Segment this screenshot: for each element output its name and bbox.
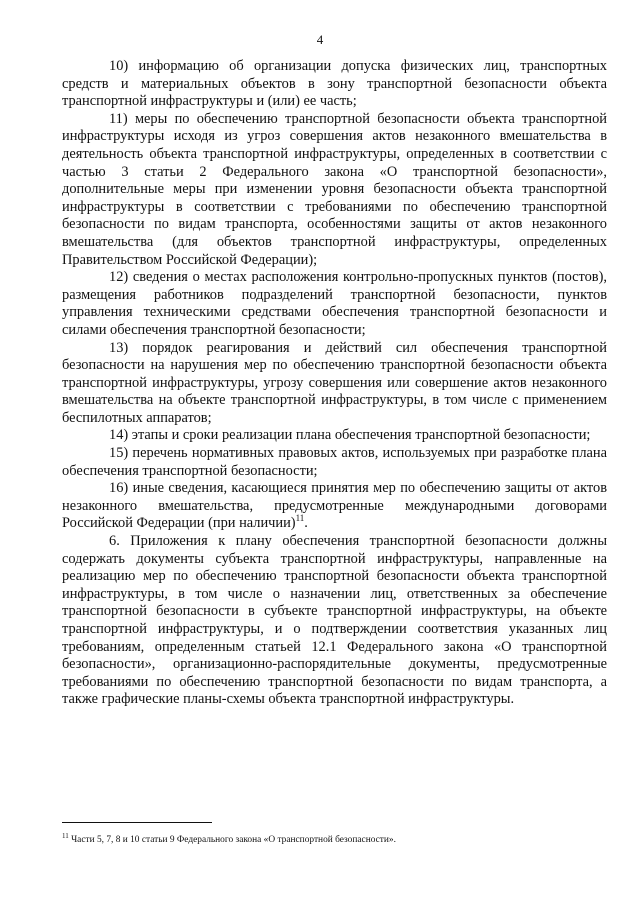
paragraph-item-10: 10) информацию об организации допуска физических лиц, транспортных средств и материальных объектов в зону транспортной безопасности объекта транспортной инфраструктуры и (или) ее часть;	[62, 58, 607, 110]
paragraph-item-12: 12) сведения о местах расположения контрольно-пропускных пунктов (постов), размещения работников подразделений транспортной безопасности, пунктов управления техническими средствами обеспечения транспортной безопасности и силами обеспечения транспортной безопасности;	[62, 269, 607, 338]
body-text	[62, 58, 607, 709]
paragraph-item-14: 14) этапы и сроки реализации плана обеспечения транспортной безопасности;	[109, 427, 591, 444]
footnote-marker: 11	[62, 832, 69, 840]
paragraph-section-6: 6. Приложения к плану обеспечения транспортной безопасности должны содержать документы субъекта транспортной инфраструктуры, направленные на реализацию мер по обеспечению транспортной безопасности объекта транспортной инфраструктуры, в том числе о назначении лиц, ответственных за обеспечение транспортной безопасности в субъекте транспортной инфраструктуры, на объекте транспортной инфраструктуры, и о подтверждении соответствия указанных лиц требованиям, определенным статьей 12.1 Федерального закона «О транспортной безопасности», организационно-распорядительные документы, предусмотренные требованиями по обеспечению транспортной безопасности по видам транспорта, а также графические планы-схемы объекта транспортной инфраструктуры.	[62, 533, 607, 708]
footnote-divider	[62, 822, 212, 823]
paragraph-item-11: 11) меры по обеспечению транспортной безопасности объекта транспортной инфраструктуры исходя из угроз совершения актов незаконного вмешательства в деятельность объекта транспортной инфраструктуры, определенных в соответствии с частью 3 статьи 2 Федерального закона «О транспортной безопасности», дополнительные меры при изменении уровня безопасности объекта транспортной инфраструктуры в соответствии с требованиями по обеспечению транспортной безопасности по видам транспорта, особенностями защиты от актов незаконного вмешательства (для объектов транспортной инфраструктуры, определенных Правительством Российской Федерации);	[62, 110, 607, 268]
paragraph-item-13: 13) порядок реагирования и действий сил обеспечения транспортной безопасности на нарушения мер по обеспечению транспортной безопасности объекта транспортной инфраструктуры, угрозу совершения или совершение актов незаконного вмешательства на объекте транспортной инфраструктуры, в том числе с применением беспилотных аппаратов;	[62, 339, 607, 426]
page-number: 4	[316, 32, 324, 47]
footnote-text: Части 5, 7, 8 и 10 статьи 9 Федерального закона «О транспортной безопасности».	[68, 835, 396, 846]
footnote	[62, 830, 607, 846]
paragraph-item-16-end: .	[304, 515, 308, 532]
paragraph-item-15: 15) перечень нормативных правовых актов, используемых при разработке плана обеспечения транспортной безопасности;	[62, 445, 607, 479]
paragraph-item-16	[62, 480, 607, 533]
paragraph-item-16-text: 16) иные сведения, касающиеся принятия мер по обеспечению защиты от актов незаконного вмешательства, предусмотренные международными договорами Российской Федерации (при наличии)	[62, 480, 607, 532]
footnote-reference[interactable]: 11	[295, 513, 305, 524]
